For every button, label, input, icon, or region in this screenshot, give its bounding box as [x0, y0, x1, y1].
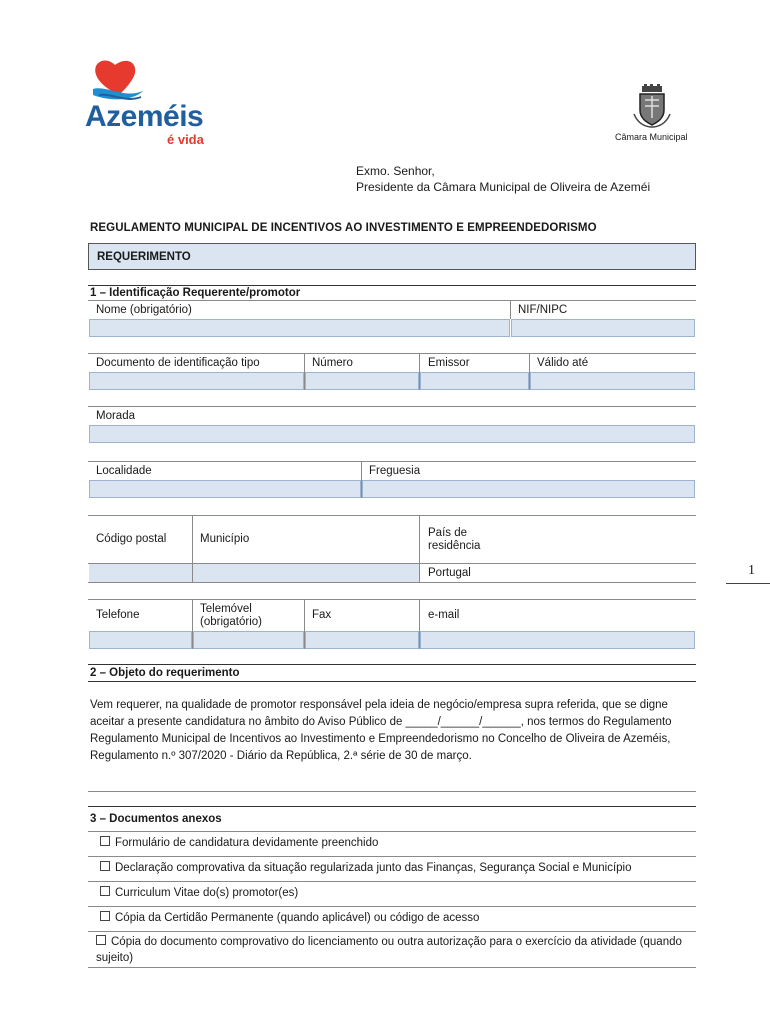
section3-heading: 3 – Documentos anexos — [90, 813, 222, 825]
number-label: Número — [312, 357, 353, 369]
issuer-label: Emissor — [428, 357, 470, 369]
email-field[interactable] — [420, 631, 695, 649]
checkbox-icon[interactable] — [96, 935, 106, 945]
doc-type-field[interactable] — [89, 372, 304, 390]
page-number: 1 — [748, 563, 755, 578]
nif-field[interactable] — [511, 319, 695, 337]
valid-until-field[interactable] — [530, 372, 695, 390]
phone-label: Telefone — [96, 609, 140, 621]
municipality-label: Município — [200, 533, 250, 545]
checkbox-icon[interactable] — [100, 911, 110, 921]
valid-label: Válido até — [537, 357, 589, 369]
country-label: País de residência — [428, 527, 481, 552]
section1-heading: 1 – Identificação Requerente/promotor — [90, 287, 301, 299]
crest-caption: Câmara Municipal — [615, 132, 688, 142]
postal-code-field[interactable] — [89, 564, 192, 582]
regulation-title: REGULAMENTO MUNICIPAL DE INCENTIVOS AO INVESTIMENTO E EMPREENDEDORISMO — [90, 222, 597, 234]
mobile-field[interactable] — [193, 631, 304, 649]
azemeis-logo — [85, 55, 215, 145]
section2-heading: 2 – Objeto do requerimento — [90, 667, 240, 679]
heart-wave-icon — [85, 55, 215, 105]
checkbox-icon[interactable] — [100, 886, 110, 896]
request-header-text: REQUERIMENTO — [97, 251, 191, 263]
attachment-item[interactable]: Cópia do documento comprovativo do licenciamento ou outra autorização para o exercício da atividade (quando sujeito) — [96, 936, 682, 964]
parish-label: Freguesia — [369, 465, 421, 477]
attachment-item[interactable]: Curriculum Vitae do(s) promotor(es) — [100, 886, 695, 899]
attachment-item[interactable]: Cópia da Certidão Permanente (quando aplicável) ou código de acesso — [100, 911, 695, 924]
postal-code-label: Código postal — [96, 533, 167, 545]
attachment-item[interactable]: Declaração comprovativa da situação regularizada junto das Finanças, Segurança Social e Município — [100, 861, 700, 874]
locality-label: Localidade — [96, 465, 152, 477]
attachment-item[interactable]: Formulário de candidatura devidamente preenchido — [100, 836, 695, 849]
issuer-field[interactable] — [420, 372, 529, 390]
address-label: Morada — [96, 410, 135, 422]
name-field[interactable] — [89, 319, 510, 337]
name-label: Nome (obrigatório) — [96, 304, 192, 316]
country-field[interactable] — [420, 564, 696, 582]
nif-label: NIF/NIPC — [518, 304, 568, 316]
checkbox-icon[interactable] — [100, 861, 110, 871]
doc-number-field[interactable] — [305, 372, 419, 390]
fax-label: Fax — [312, 609, 332, 621]
coat-of-arms-icon — [632, 84, 672, 128]
municipality-field[interactable] — [193, 564, 419, 582]
country-value: Portugal — [428, 567, 471, 579]
municipal-crest — [615, 84, 692, 146]
addressee-line-1: Exmo. Senhor, — [356, 164, 435, 178]
fax-field[interactable] — [305, 631, 419, 649]
phone-field[interactable] — [89, 631, 192, 649]
checkbox-icon[interactable] — [100, 836, 110, 846]
request-body-text: Vem requerer, na qualidade de promotor responsável pela ideia de negócio/empresa supra referida, que se digne aceitar a presente candidatura no âmbito do Aviso Público de _____/______/______, nos termos do Regulamento Regulamento Municipal de Incentivos ao Investimento e Empreendedorismo no Concelho de Oliveira de Azeméis, Regulamento n.º 307/2020 - Diário da República, 2.ª série de 30 de março. — [90, 699, 672, 762]
request-header-box — [88, 243, 696, 270]
mobile-label: Telemóvel (obrigatório) — [200, 603, 262, 628]
logo-tagline: é vida — [167, 132, 204, 147]
email-label: e-mail — [428, 609, 460, 621]
parish-field[interactable] — [362, 480, 695, 498]
addressee-line-2: Presidente da Câmara Municipal de Oliveira de Azeméi — [356, 180, 651, 194]
address-field[interactable] — [89, 425, 695, 443]
logo-brand-text: Azeméis — [85, 100, 204, 133]
doc-type-label: Documento de identificação tipo — [96, 357, 260, 369]
locality-field[interactable] — [89, 480, 361, 498]
